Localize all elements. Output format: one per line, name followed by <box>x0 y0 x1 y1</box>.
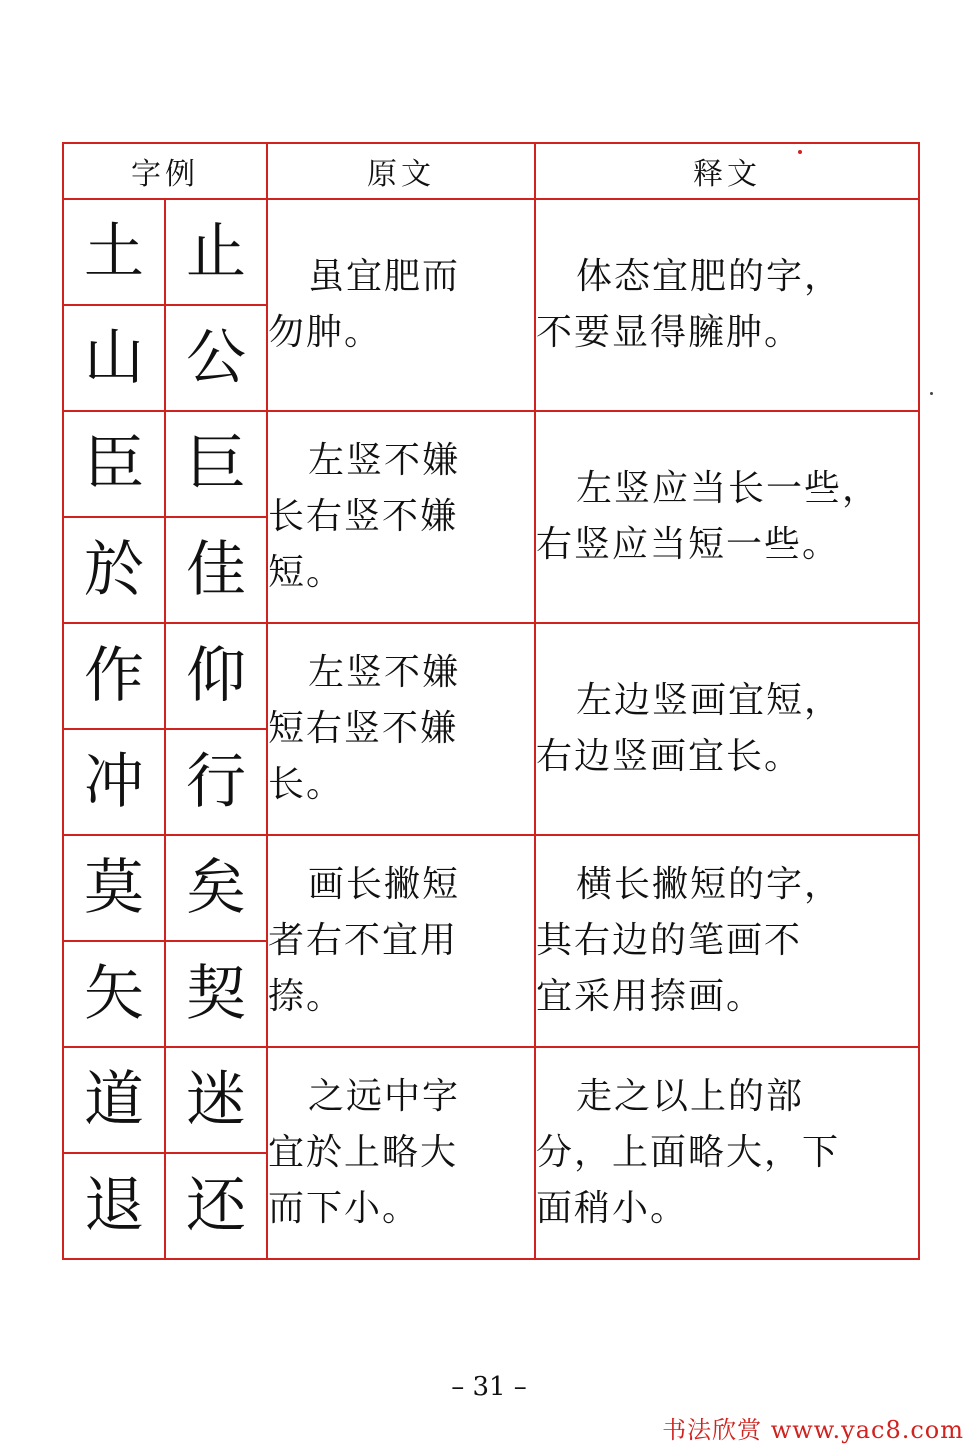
table-header-row <box>63 143 919 199</box>
explanation-text-cell <box>535 411 919 623</box>
example-char: 矣 <box>165 835 267 941</box>
example-char: 莫 <box>63 835 165 941</box>
example-char: 迷 <box>165 1047 267 1153</box>
explanation-text-line: 横长撇短的字， <box>576 864 843 905</box>
explanation-text-line: 分，上面略大，下 <box>536 1132 841 1173</box>
example-char: 道 <box>63 1047 165 1153</box>
example-char: 冲 <box>63 729 165 835</box>
explanation-text-line: 面稍小。 <box>536 1188 689 1229</box>
original-text-cell <box>267 623 535 835</box>
original-text-cell <box>267 835 535 1047</box>
example-char: 行 <box>165 729 267 835</box>
explanation-text-cell <box>535 835 919 1047</box>
header-examples: 字例 <box>63 143 267 199</box>
example-char: 作 <box>63 623 165 729</box>
example-char: 公 <box>165 305 267 411</box>
explanation-text-line: 其右边的笔画不 <box>536 920 803 961</box>
page-number: – 31 – <box>451 1372 527 1402</box>
original-text-line: 长右竖不嫌 <box>268 496 459 537</box>
original-text-cell <box>267 1047 535 1259</box>
original-text-line: 虽宜肥而 <box>308 256 461 297</box>
explanation-text-line: 体态宜肥的字， <box>576 256 843 297</box>
table-row <box>63 623 919 729</box>
calligraphy-table <box>62 142 920 1260</box>
example-char: 仰 <box>165 623 267 729</box>
ink-dot-mark <box>798 150 802 154</box>
site-watermark: 书法欣赏 www.yac8.com <box>662 1416 964 1444</box>
explanation-text-line: 左竖应当长一些， <box>576 468 881 509</box>
original-text-cell <box>267 411 535 623</box>
original-text-line: 左竖不嫌 <box>308 440 461 481</box>
original-text-line: 长。 <box>268 764 345 805</box>
explanation-text-line: 右边竖画宜长。 <box>536 736 803 777</box>
original-text-line: 捺。 <box>268 976 345 1017</box>
table-row <box>63 835 919 941</box>
explanation-text-cell <box>535 623 919 835</box>
header-original: 原文 <box>267 143 535 199</box>
example-char: 退 <box>63 1153 165 1259</box>
header-explanation: 释文 <box>535 143 919 199</box>
explanation-text-line: 宜采用捺画。 <box>536 976 765 1017</box>
example-char: 止 <box>165 199 267 305</box>
original-text-line: 画长撇短 <box>308 864 461 905</box>
original-text-line: 宜於上略大 <box>268 1132 459 1173</box>
original-text-line: 者右不宜用 <box>268 920 459 961</box>
table-row <box>63 1047 919 1153</box>
explanation-text-line: 右竖应当短一些。 <box>536 524 841 565</box>
example-char: 臣 <box>63 411 165 517</box>
example-char: 佳 <box>165 517 267 623</box>
original-text-line: 勿肿。 <box>268 312 383 353</box>
paper-speck <box>930 392 933 395</box>
example-char: 巨 <box>165 411 267 517</box>
original-text-line: 之远中字 <box>308 1076 461 1117</box>
example-char: 还 <box>165 1153 267 1259</box>
original-text-line: 短。 <box>268 552 345 593</box>
original-text-line: 短右竖不嫌 <box>268 708 459 749</box>
explanation-text-cell <box>535 199 919 411</box>
example-char: 契 <box>165 941 267 1047</box>
example-char: 山 <box>63 305 165 411</box>
example-char: 土 <box>63 199 165 305</box>
explanation-text-cell <box>535 1047 919 1259</box>
original-text-line: 而下小。 <box>268 1188 421 1229</box>
explanation-text-line: 走之以上的部 <box>576 1076 805 1117</box>
table-row <box>63 411 919 517</box>
original-text-cell <box>267 199 535 411</box>
original-text-line: 左竖不嫌 <box>308 652 461 693</box>
explanation-text-line: 不要显得臃肿。 <box>536 312 803 353</box>
example-char: 矢 <box>63 941 165 1047</box>
example-char: 於 <box>63 517 165 623</box>
table-row <box>63 199 919 305</box>
explanation-text-line: 左边竖画宜短， <box>576 680 843 721</box>
calligraphy-table-container <box>62 142 918 1258</box>
